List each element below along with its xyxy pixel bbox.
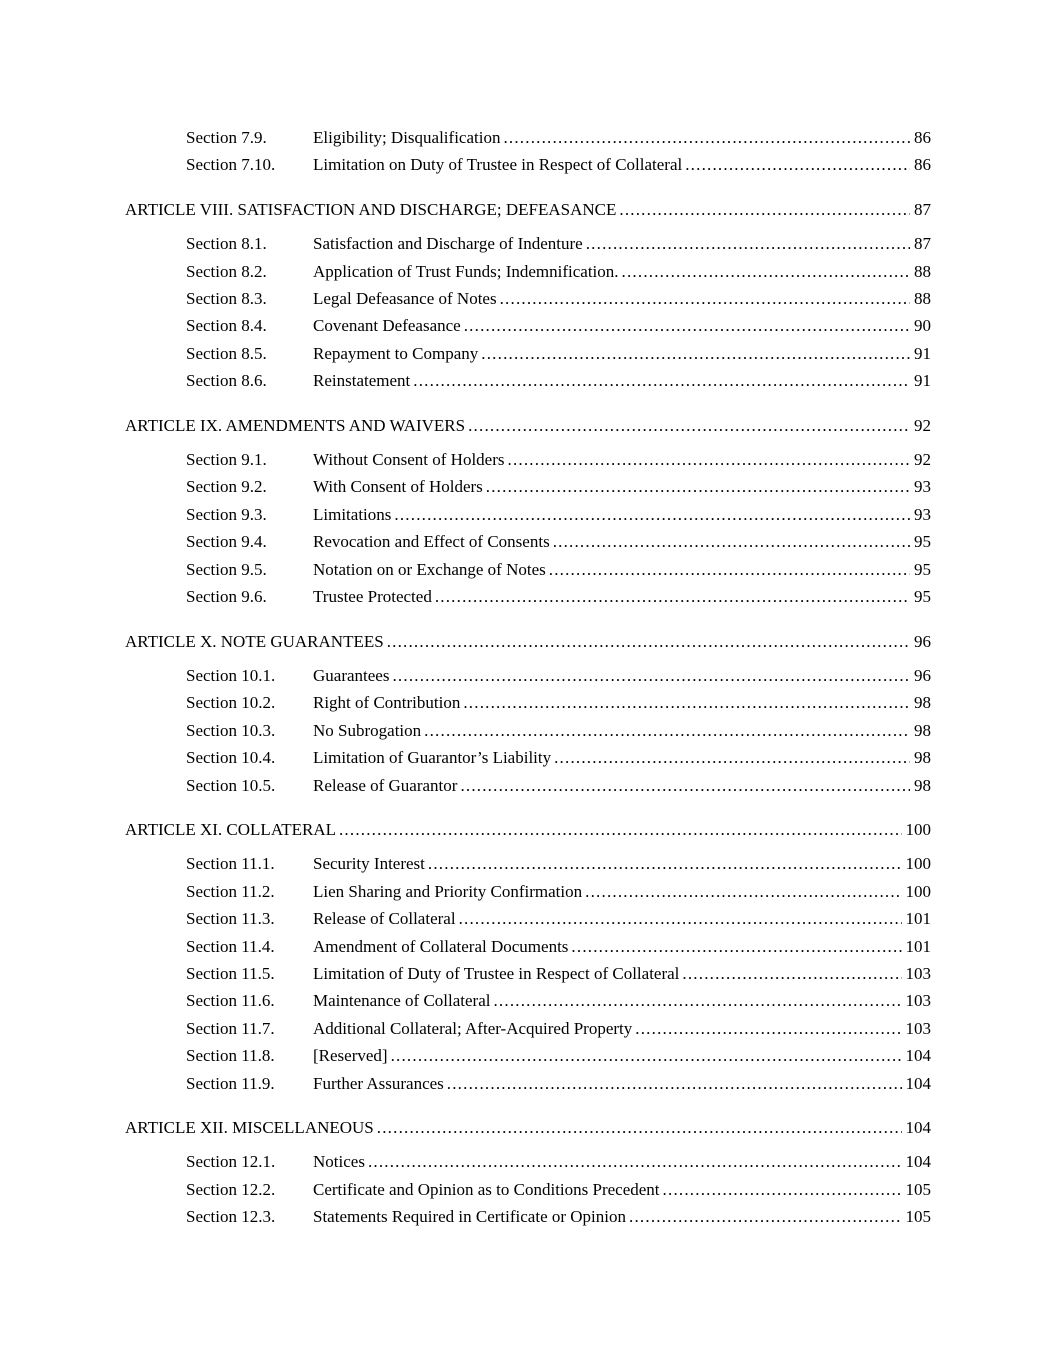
section-label: Section 9.6.: [186, 587, 267, 607]
toc-article-entry: [125, 1114, 931, 1141]
page-number: 101: [905, 909, 931, 929]
section-label: Section 9.1.: [186, 450, 267, 470]
section-label: Section 10.5.: [186, 775, 276, 795]
page-number: 92: [914, 415, 931, 435]
toc-section-entry: [125, 960, 931, 987]
section-label: Section 11.6.: [186, 991, 275, 1011]
dot-leader: [424, 717, 910, 744]
dot-leader: [503, 124, 910, 151]
toc-section-entry: [125, 662, 931, 689]
toc-section-entry: [125, 446, 931, 473]
article-title: ARTICLE IX. AMENDMENTS AND WAIVERS: [125, 415, 466, 435]
toc-section-entry: [125, 583, 931, 610]
dot-leader: [459, 905, 902, 932]
article-title: ARTICLE XI. COLLATERAL: [125, 819, 336, 839]
toc-article-entry: [125, 816, 931, 843]
section-label: Section 11.7.: [186, 1018, 275, 1038]
dot-leader: [377, 1114, 902, 1141]
section-title: Notices: [313, 1152, 365, 1172]
page-number: 98: [914, 693, 931, 713]
toc-section-entry: [125, 933, 931, 960]
toc-section-entry: [125, 772, 931, 799]
page-number: 100: [905, 881, 931, 901]
dot-leader: [486, 473, 910, 500]
dot-leader: [554, 744, 910, 771]
section-label: Section 8.2.: [186, 261, 267, 281]
section-label: Section 12.3.: [186, 1207, 276, 1227]
dot-leader: [463, 689, 910, 716]
section-title: Limitations: [313, 504, 392, 524]
section-title: Legal Defeasance of Notes: [313, 289, 497, 309]
dot-leader: [413, 367, 910, 394]
page-number: 88: [914, 289, 931, 309]
page-number: 103: [905, 1018, 931, 1038]
section-title: Trustee Protected: [313, 587, 432, 607]
page-number: 103: [905, 991, 931, 1011]
section-title: Additional Collateral; After-Acquired Property: [313, 1018, 633, 1038]
toc-section-entry: [125, 312, 931, 339]
section-label: Section 11.8.: [186, 1046, 275, 1066]
toc-section-entry: [125, 744, 931, 771]
toc-section-entry: [125, 340, 931, 367]
section-label: Section 9.5.: [186, 559, 267, 579]
section-title: Security Interest: [313, 854, 425, 874]
dot-leader: [571, 933, 901, 960]
toc-section-entry: [125, 689, 931, 716]
section-label: Section 10.4.: [186, 748, 276, 768]
page-number: 87: [914, 199, 931, 219]
dot-leader: [553, 528, 910, 555]
section-title: Satisfaction and Discharge of Indenture: [313, 234, 583, 254]
dot-leader: [481, 340, 910, 367]
toc-section-entry: [125, 1203, 931, 1230]
section-title: With Consent of Holders: [313, 477, 483, 497]
section-label: Section 12.1.: [186, 1152, 276, 1172]
section-title: Right of Contribution: [313, 693, 461, 713]
section-title: Revocation and Effect of Consents: [313, 532, 550, 552]
section-title: Repayment to Company: [313, 343, 479, 363]
article-title: ARTICLE XII. MISCELLANEOUS: [125, 1118, 374, 1137]
article-title: ARTICLE X. NOTE GUARANTEES: [125, 631, 384, 651]
page-number: 93: [914, 504, 931, 524]
section-title: Covenant Defeasance: [313, 316, 461, 336]
section-label: Section 9.4.: [186, 532, 267, 552]
page-number: 104: [905, 1152, 931, 1172]
toc-section-entry: [125, 878, 931, 905]
toc-section-entry: [125, 1148, 931, 1175]
dot-leader: [464, 312, 910, 339]
toc-section-entry: [125, 717, 931, 744]
toc-section-entry: [125, 528, 931, 555]
toc-section-entry: [125, 1015, 931, 1042]
toc-section-entry: [125, 258, 931, 285]
page-number: 92: [914, 450, 931, 470]
section-label: Section 11.5.: [186, 963, 275, 983]
page-number: 104: [905, 1118, 931, 1137]
dot-leader: [460, 772, 910, 799]
dot-leader: [586, 230, 910, 257]
dot-leader: [682, 960, 901, 987]
dot-leader: [339, 816, 902, 843]
page-number: 98: [914, 775, 931, 795]
toc-section-entry: [125, 230, 931, 257]
dot-leader: [493, 987, 901, 1014]
section-title: Statements Required in Certificate or Opinion: [313, 1207, 627, 1227]
dot-leader: [368, 1148, 902, 1175]
section-title: Limitation of Guarantor’s Liability: [313, 748, 552, 768]
page-number: 104: [905, 1073, 931, 1093]
toc-article-entry: [125, 628, 931, 655]
toc-section-entry: [125, 473, 931, 500]
dot-leader: [549, 556, 910, 583]
page-number: 105: [905, 1207, 931, 1227]
dot-leader: [428, 850, 902, 877]
dot-leader: [508, 446, 911, 473]
section-label: Section 10.3.: [186, 720, 276, 740]
page-number: 96: [914, 665, 931, 685]
toc-section-entry: [125, 124, 931, 151]
toc-section-entry: [125, 905, 931, 932]
dot-leader: [663, 1176, 902, 1203]
toc-article-entry: [125, 196, 931, 223]
section-title: Guarantees: [313, 665, 390, 685]
page-number: 98: [914, 748, 931, 768]
page-number: 95: [914, 587, 931, 607]
section-title: Eligibility; Disqualification: [313, 128, 501, 147]
page-number: 90: [914, 316, 931, 336]
section-title: Release of Guarantor: [313, 775, 458, 795]
toc-section-entry: [125, 367, 931, 394]
dot-leader: [447, 1070, 902, 1097]
section-label: Section 7.10.: [186, 155, 276, 175]
section-title: Without Consent of Holders: [313, 450, 505, 470]
section-label: Section 10.2.: [186, 693, 276, 713]
dot-leader: [685, 151, 910, 178]
section-title: Lien Sharing and Priority Confirmation: [313, 881, 583, 901]
dot-leader: [500, 285, 910, 312]
page-number: 86: [914, 155, 931, 175]
toc-section-entry: [125, 151, 931, 178]
section-title: Notation on or Exchange of Notes: [313, 559, 546, 579]
section-title: Release of Collateral: [313, 909, 456, 929]
section-label: Section 9.3.: [186, 504, 267, 524]
dot-leader: [435, 583, 910, 610]
toc-section-entry: [125, 850, 931, 877]
table-of-contents: [125, 124, 931, 1231]
page-number: 88: [914, 261, 931, 281]
page-number: 100: [905, 819, 931, 839]
page-number: 95: [914, 559, 931, 579]
page-number: 91: [914, 343, 931, 363]
section-title: No Subrogation: [313, 720, 422, 740]
toc-section-entry: [125, 556, 931, 583]
section-label: Section 8.6.: [186, 371, 267, 391]
page-number: 87: [914, 234, 931, 254]
section-title: Application of Trust Funds; Indemnification.: [313, 261, 619, 281]
page-number: 91: [914, 371, 931, 391]
page-number: 95: [914, 532, 931, 552]
page-number: 96: [914, 631, 931, 651]
section-label: Section 11.3.: [186, 909, 275, 929]
section-label: Section 7.9.: [186, 128, 267, 147]
toc-section-entry: [125, 987, 931, 1014]
section-label: Section 8.5.: [186, 343, 267, 363]
page-number: 98: [914, 720, 931, 740]
toc-section-entry: [125, 1176, 931, 1203]
dot-leader: [629, 1203, 901, 1230]
page-number: 93: [914, 477, 931, 497]
section-label: Section 11.2.: [186, 881, 275, 901]
section-title: Further Assurances: [313, 1073, 444, 1093]
page-number: 101: [905, 936, 931, 956]
dot-leader: [619, 196, 910, 223]
section-label: Section 8.3.: [186, 289, 267, 309]
section-label: Section 11.1.: [186, 854, 275, 874]
toc-section-entry: [125, 1042, 931, 1069]
section-title: Reinstatement: [313, 371, 411, 391]
dot-leader: [392, 662, 910, 689]
dot-leader: [635, 1015, 901, 1042]
page-number: 103: [905, 963, 931, 983]
page-number: 86: [914, 128, 931, 147]
section-label: Section 11.9.: [186, 1073, 275, 1093]
article-title: ARTICLE VIII. SATISFACTION AND DISCHARGE; DEFEASANCE: [125, 199, 617, 219]
page-number: 100: [905, 854, 931, 874]
dot-leader: [387, 628, 910, 655]
toc-section-entry: [125, 285, 931, 312]
toc-section-entry: [125, 1070, 931, 1097]
dot-leader: [391, 1042, 902, 1069]
section-title: Certificate and Opinion as to Conditions Precedent: [313, 1179, 660, 1199]
section-title: Limitation on Duty of Trustee in Respect of Collateral: [313, 155, 683, 175]
dot-leader: [468, 412, 910, 439]
dot-leader: [394, 501, 910, 528]
section-label: Section 8.1.: [186, 234, 267, 254]
section-label: Section 11.4.: [186, 936, 275, 956]
section-title: Limitation of Duty of Trustee in Respect of Collateral: [313, 963, 680, 983]
section-label: Section 9.2.: [186, 477, 267, 497]
toc-section-entry: [125, 501, 931, 528]
section-title: [Reserved]: [313, 1046, 388, 1066]
section-title: Amendment of Collateral Documents: [313, 936, 569, 956]
page-number: 104: [905, 1046, 931, 1066]
section-label: Section 8.4.: [186, 316, 267, 336]
dot-leader: [585, 878, 901, 905]
section-label: Section 12.2.: [186, 1179, 276, 1199]
section-title: Maintenance of Collateral: [313, 991, 491, 1011]
page-number: 105: [905, 1179, 931, 1199]
toc-article-entry: [125, 412, 931, 439]
section-label: Section 10.1.: [186, 665, 276, 685]
dot-leader: [622, 258, 910, 285]
